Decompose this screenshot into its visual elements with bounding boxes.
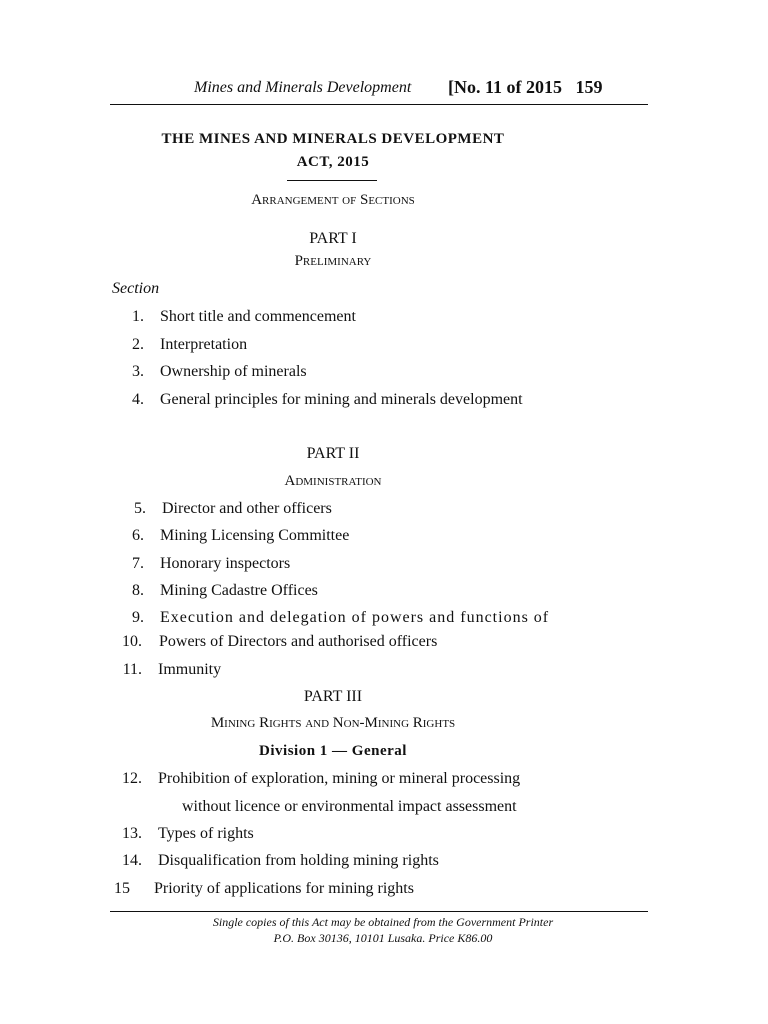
section-number: 5. xyxy=(134,500,146,517)
section-number: 10. xyxy=(122,633,142,650)
header-rule xyxy=(110,104,648,105)
section-title: Mining Licensing Committee xyxy=(160,527,350,544)
footer-line2: P.O. Box 30136, 10101 Lusaka. Price K86.00 xyxy=(273,931,493,945)
arrangement-heading: Arrangement of Sections xyxy=(251,192,415,208)
section-title: Immunity xyxy=(158,661,222,678)
section-title: Short title and commencement xyxy=(160,308,356,325)
section-number: 6. xyxy=(132,527,144,544)
page-number: 159 xyxy=(575,77,603,97)
section-title: Prohibition of exploration, mining or mineral processing xyxy=(158,770,521,787)
section-number: 14. xyxy=(122,852,142,869)
section-title: Priority of applications for mining rights xyxy=(154,880,414,897)
running-header-title: Mines and Minerals Development xyxy=(194,79,412,96)
part-2-heading: PART II xyxy=(306,445,360,462)
part-2-subheading: Administration xyxy=(284,473,382,489)
section-title: Powers of Directors and authorised officers xyxy=(159,633,438,650)
section-title-continuation: without licence or environmental impact assessment xyxy=(182,798,517,815)
section-number: 15 xyxy=(114,880,130,897)
section-title: Disqualification from holding mining rights xyxy=(158,852,439,869)
act-number xyxy=(448,77,603,98)
section-number: 9. xyxy=(132,609,144,626)
section-number: 11. xyxy=(122,661,142,678)
section-number: 13. xyxy=(122,825,142,842)
section-title: Execution and delegation of powers and functions of xyxy=(160,609,550,626)
section-title: Types of rights xyxy=(158,825,254,842)
section-title: Ownership of minerals xyxy=(160,363,307,380)
footer-rule xyxy=(110,911,648,912)
act-title-line2: ACT, 2015 xyxy=(296,154,370,170)
section-title: Interpretation xyxy=(160,336,248,353)
part-1-subheading: Preliminary xyxy=(294,253,372,269)
part-3-subheading: Mining Rights and Non-Mining Rights xyxy=(210,715,456,731)
section-number: 3. xyxy=(132,363,144,380)
section-number: 2. xyxy=(132,336,144,353)
act-number-text: [No. 11 of 2015 xyxy=(448,77,562,97)
section-title: Director and other officers xyxy=(162,500,332,517)
title-underline xyxy=(287,180,377,181)
section-number: 1. xyxy=(132,308,144,325)
section-title: General principles for mining and minerals development xyxy=(160,391,523,408)
section-title: Mining Cadastre Offices xyxy=(160,582,318,599)
section-number: 12. xyxy=(122,770,142,787)
division-heading: Division 1 — General xyxy=(259,743,407,759)
section-number: 7. xyxy=(132,555,144,572)
section-label: Section xyxy=(112,280,160,297)
section-title: Honorary inspectors xyxy=(160,555,291,572)
footer-line1: Single copies of this Act may be obtained from the Government Printer xyxy=(212,915,554,929)
section-number: 8. xyxy=(132,582,144,599)
part-3-heading: PART III xyxy=(303,688,363,705)
section-number: 4. xyxy=(132,391,144,408)
part-1-heading: PART I xyxy=(309,230,357,247)
act-title-line1: THE MINES AND MINERALS DEVELOPMENT xyxy=(161,131,505,147)
